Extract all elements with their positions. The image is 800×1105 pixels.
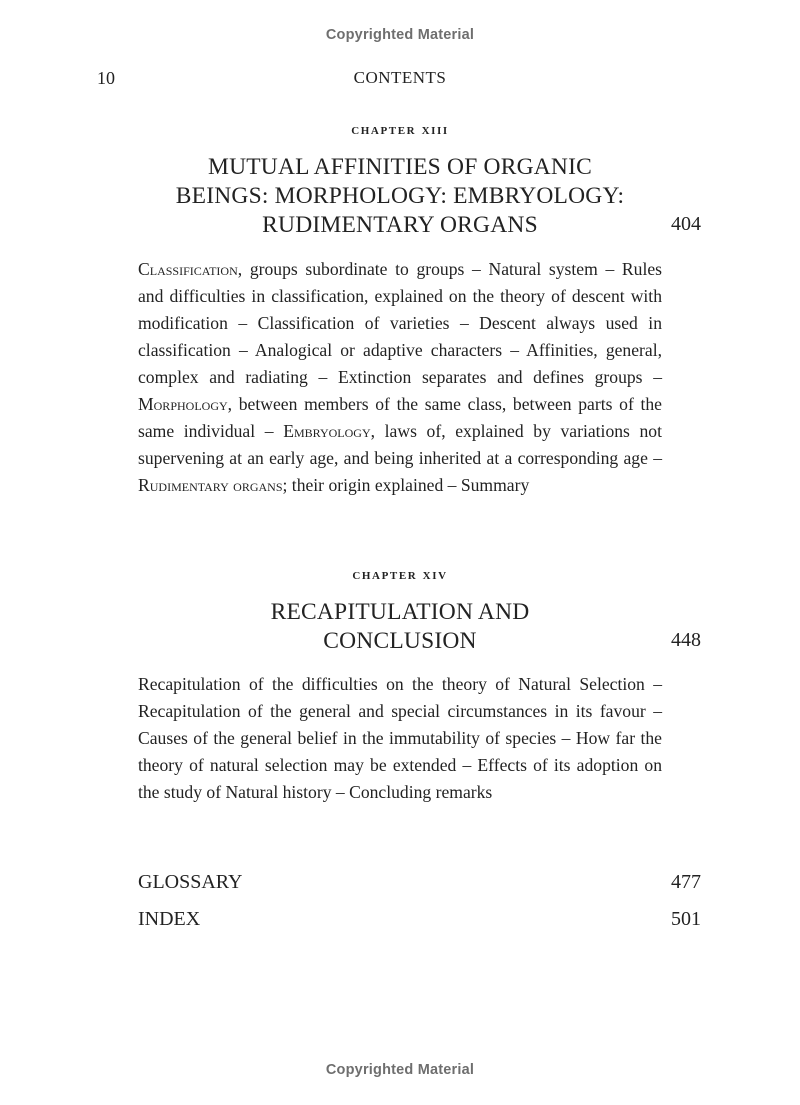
chapter-13-title-line: BEINGS: MORPHOLOGY: EMBRYOLOGY: [175,183,625,209]
chapter-14-title-line: RECAPITULATION AND [270,599,530,625]
toc-entry-name: GLOSSARY [138,871,243,893]
toc-entry-page: 501 [671,908,701,930]
chapter-13-title-line: RUDIMENTARY ORGANS [262,212,538,238]
chapter-13-title-line: MUTUAL AFFINITIES OF ORGANIC [207,154,592,180]
summary-topic: Morphology [138,394,228,414]
chapter-14-page-number: 448 [671,629,701,651]
chapter-13-summary [138,256,662,499]
toc-entry-page: 477 [671,871,701,893]
toc-entry-name: INDEX [138,908,201,930]
chapter-13-page-number: 404 [671,213,701,235]
copyright-watermark-top: Copyrighted Material [325,27,475,43]
page-number: 10 [97,68,115,88]
summary-topic: Rudimentary organs [138,475,283,495]
summary-text: , between members of the same class, between parts of the same individual – [138,394,662,441]
toc-entry-glossary [138,871,701,897]
summary-topic: Classification [138,259,238,279]
chapter-13-label-text: chapter xiii [351,122,449,138]
chapter-14-label-text: chapter xiv [352,567,448,583]
running-head: CONTENTS [353,68,447,87]
chapter-13-label [0,122,800,139]
chapter-14-label [0,567,800,584]
summary-text: , laws of, explained by variations not supervening at an early age, and being inherited at a corresponding age – [138,421,662,468]
summary-topic: Embryology [283,421,371,441]
summary-text: , groups subordinate to groups – Natural system – Rules and difficulties in classification, explained on the theory of descent with modification – Classification of varieties – Descent always used in classification – Analogical or adaptive characters – Affinities, general, complex and radiating – Extinction separates and defines groups – [138,259,662,387]
chapter-14-title-line: CONCLUSION [323,628,477,654]
toc-entry-index [138,908,701,934]
chapter-14-summary: Recapitulation of the difficulties on the theory of Natural Selection – Recapitulation of the general and special circumstances in its favour – Causes of the general belief in the immutability of species – How far the theory of natural selection may be extended – Effects of its adoption on the study of Natural history – Concluding remarks [138,674,662,802]
summary-text: ; their origin explained – Summary [282,475,530,495]
copyright-watermark-bottom: Copyrighted Material [325,1062,475,1078]
